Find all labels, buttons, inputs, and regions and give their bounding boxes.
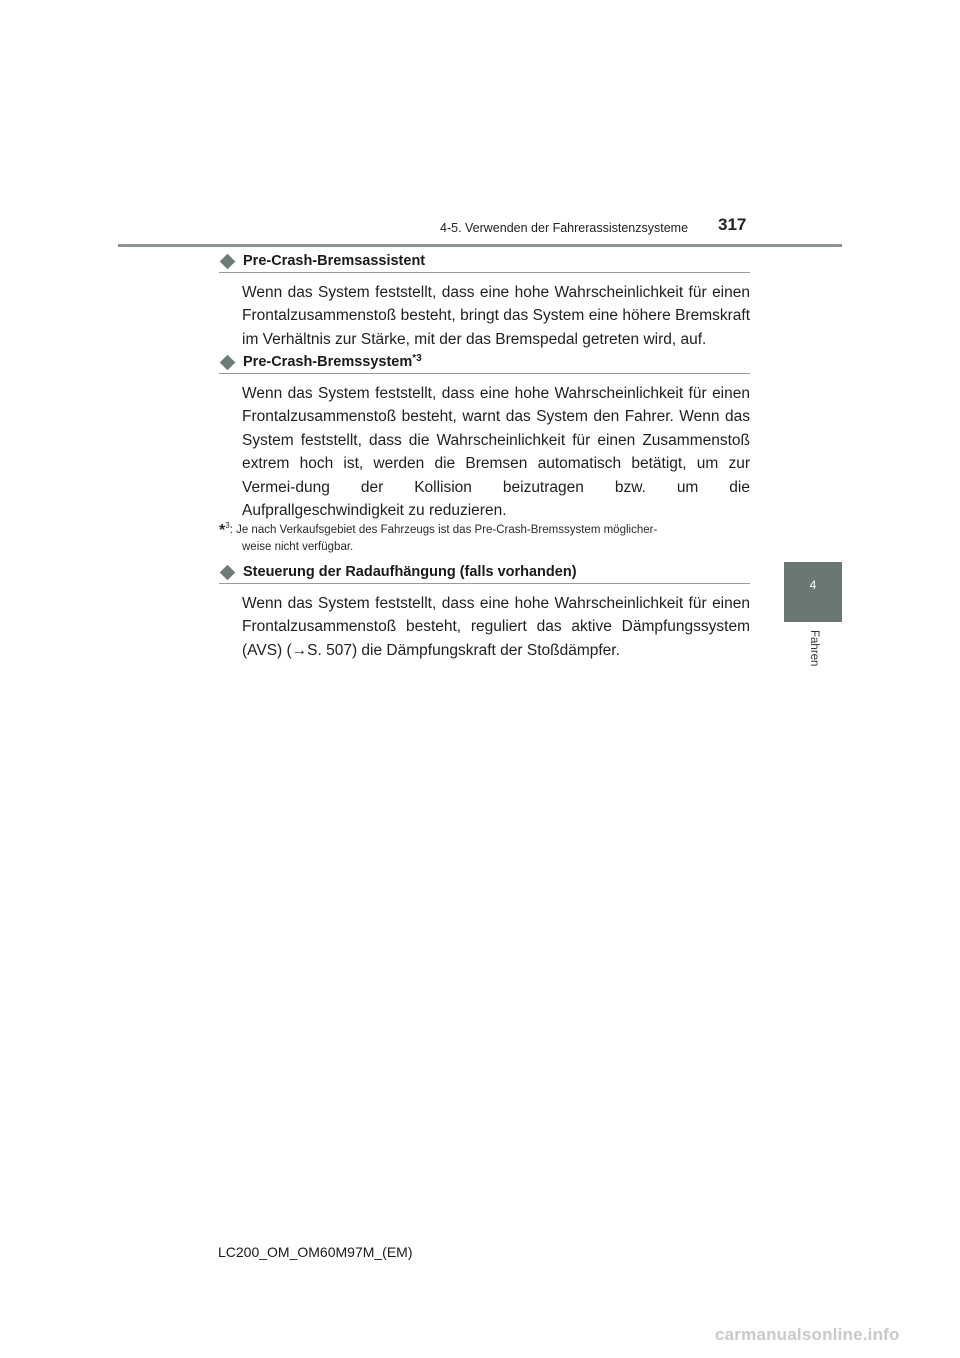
side-tab-number: 4 xyxy=(809,578,817,592)
footnote xyxy=(219,517,750,556)
diamond-bullet-icon xyxy=(220,354,236,370)
section-body: Wenn das System feststellt, dass eine hohe Wahrscheinlichkeit für einen Frontalzusammenstoß besteht, reguliert das aktive Dämpfungssystem (AVS) (→S. 507) die Dämpfungskraft der Stoßdämpfer. xyxy=(242,595,750,659)
section-body: Wenn das System feststellt, dass eine hohe Wahrscheinlichkeit für einen Frontalzusammenstoß besteht, bringt das System eine höhere Bremskraft im Verhältnis zur Stärke, mit der das Bremspedal getreten wird, auf. xyxy=(242,284,750,348)
section-suspension-control xyxy=(219,564,750,662)
section-heading xyxy=(219,253,750,273)
chapter-title: 4-5. Verwenden der Fahrerassistenzsysteme xyxy=(440,221,689,235)
diamond-bullet-icon xyxy=(220,253,236,269)
section-heading xyxy=(219,354,750,374)
footnote-reference: *3 xyxy=(412,352,422,364)
section-pre-crash-brake-system xyxy=(219,354,750,522)
footnote-ref: 3 xyxy=(225,521,230,530)
section-heading-text: Pre-Crash-Bremsassistent xyxy=(243,253,426,269)
footnote-mark: * xyxy=(219,521,226,539)
section-pre-crash-brake-assist xyxy=(219,253,750,351)
page-number: 317 xyxy=(718,215,747,234)
header-rule xyxy=(118,244,842,247)
footnote-line-2: weise nicht verfügbar. xyxy=(242,540,354,553)
section-heading-text: Steuerung der Radaufhängung (falls vorhanden) xyxy=(243,564,577,580)
section-heading-text: Pre-Crash-Bremssystem xyxy=(243,354,413,370)
document-code: LC200_OM_OM60M97M_(EM) xyxy=(218,1244,413,1260)
side-tab xyxy=(784,562,842,622)
diamond-bullet-icon xyxy=(220,564,236,580)
footnote-line-1: : Je nach Verkaufsgebiet des Fahrzeugs ist das Pre-Crash-Bremssystem möglicher- xyxy=(229,523,658,536)
section-heading xyxy=(219,564,750,584)
section-body: Wenn das System feststellt, dass eine hohe Wahrscheinlichkeit für einen Frontalzusammenstoß besteht, warnt das System den Fahrer. Wenn das System feststellt, dass die Wahrscheinlichkeit für einen Zusammenstoß extrem hoch ist, werden die Bremsen automatisch betätigt, um zur Vermei-dung der Kollision beizutragen bzw. um die Aufprallgeschwindigkeit zu reduzieren. xyxy=(242,385,750,520)
side-tab-label: Fahren xyxy=(808,630,820,667)
watermark: carmanualsonline.info xyxy=(715,1325,900,1344)
